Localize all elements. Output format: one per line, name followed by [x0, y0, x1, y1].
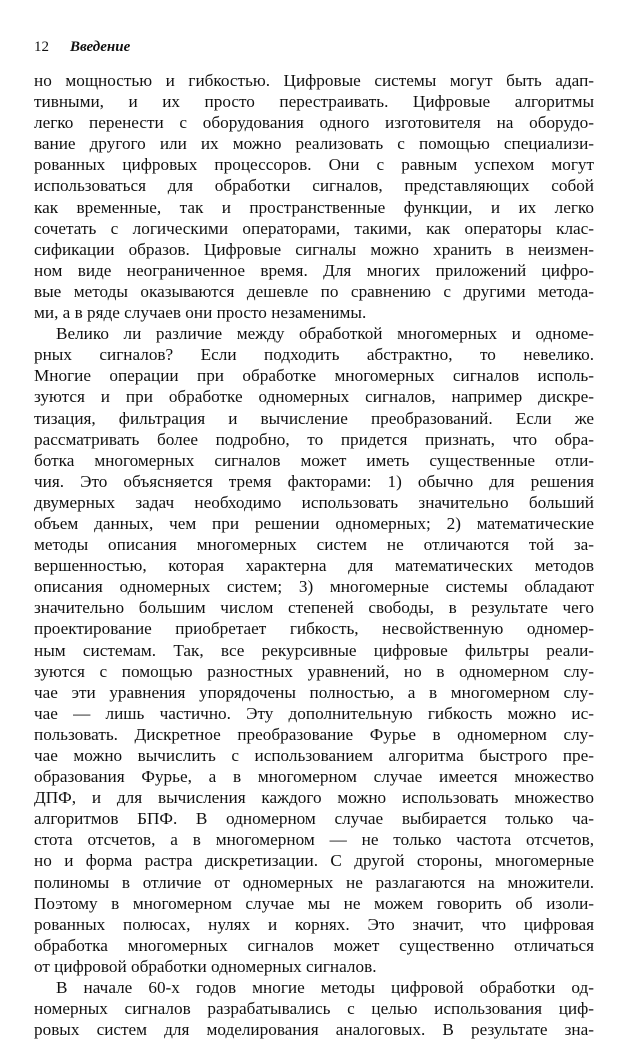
- section-title: Введение: [70, 39, 131, 55]
- text-line: рассматривать более подробно, то придется признать, что обра-: [34, 429, 594, 449]
- text-line: Поэтому в многомерном случае мы не можем говорить об изоли-: [34, 893, 594, 913]
- text-line: Велико ли различие между обработкой многомерных и одноме-: [56, 324, 594, 344]
- text-line: чае — лишь частично. Эту дополнительную гибкость можно ис-: [34, 703, 594, 723]
- text-line: рных сигналов? Если подходить абстрактно, то невелико.: [34, 345, 594, 365]
- text-line: чае эти уравнения упорядочены полностью, а в многомерном слу-: [34, 682, 594, 702]
- text-line: от цифровой обработки одномерных сигналов.: [34, 956, 377, 976]
- text-line: ном виде неограниченное время. Для многих приложений цифро-: [34, 260, 594, 280]
- text-line: В начале 60-х годов многие методы цифровой обработки од-: [56, 978, 594, 998]
- text-line: но и форма растра дискретизации. С другой стороны, многомерные: [34, 851, 594, 871]
- text-line: образования Фурье, а в многомерном случае имеется множество: [34, 767, 594, 787]
- text-line: рованных полюсах, нулях и корнях. Это значит, что цифровая: [34, 914, 594, 934]
- text-line: использоваться для обработки сигналов, представляющих собой: [34, 176, 594, 196]
- body-text: [34, 70, 594, 1040]
- text-line: проектирование приобретает гибкость, несвойственную одномер-: [34, 619, 594, 639]
- text-line: алгоритмов БПФ. В одномерном случае выбирается только ча-: [34, 809, 594, 829]
- text-line: легко перенести с оборудования одного изготовителя на оборудо-: [34, 113, 594, 133]
- text-line: номерных сигналов разрабатывались с целью использования циф-: [34, 999, 594, 1019]
- text-line: сочетать с логическими операторами, такими, как операторы клас-: [34, 218, 594, 238]
- page-number: 12: [34, 39, 49, 55]
- text-line: тивными, и их просто перестраивать. Цифровые алгоритмы: [34, 92, 594, 112]
- text-line: Многие операции при обработке многомерных сигналов исполь-: [34, 366, 594, 386]
- text-line: обработка многомерных сигналов может существенно отличаться: [34, 935, 594, 955]
- text-line: пользовать. Дискретное преобразование Фурье в одномерном слу-: [34, 724, 594, 744]
- text-line: зуются и при обработке одномерных сигналов, например дискре-: [34, 387, 594, 407]
- text-line: ми, а в ряде случаев они просто незаменимы.: [34, 303, 367, 323]
- text-line: ровых систем для моделирования аналоговых. В результате зна-: [34, 1020, 594, 1040]
- text-line: рованных цифровых процессоров. Они с равным успехом могут: [34, 155, 594, 175]
- text-line: чае можно вычислить с использованием алгоритма быстрого пре-: [34, 746, 594, 765]
- text-line: сификации образов. Цифровые сигналы можно хранить в неизмен-: [34, 239, 594, 259]
- text-line: двумерных задач необходимо использовать значительно больший: [34, 492, 594, 512]
- text-line: вершенностью, которая характерна для математических методов: [34, 556, 594, 576]
- text-line: ботка многомерных сигналов может иметь существенные отли-: [34, 450, 594, 470]
- text-line: ДПФ, и для вычисления каждого можно использовать множество: [34, 788, 594, 808]
- text-line: тизация, фильтрация и вычисление преобразований. Если же: [34, 408, 594, 428]
- text-line: объем данных, чем при решении одномерных; 2) математические: [34, 513, 594, 533]
- text-line: стота отсчетов, а в многомерном — не только частота отсчетов,: [34, 830, 594, 850]
- text-line: как временные, так и пространственные функции, и их легко: [34, 197, 594, 217]
- text-line: вые методы оказываются дешевле по сравнению с другими метода-: [34, 281, 594, 301]
- text-line: чия. Это объясняется тремя факторами: 1) обычно для решения: [34, 471, 594, 491]
- text-line: методы описания многомерных систем не отличаются той за-: [34, 535, 594, 555]
- text-line: значительно большим числом степеней свободы, в результате чего: [34, 598, 594, 618]
- text-line: ным системам. Так, все рекурсивные цифровые фильтры реали-: [34, 640, 594, 660]
- text-line: описания одномерных систем; 3) многомерные системы обладают: [34, 577, 594, 597]
- text-line: зуются с помощью разностных уравнений, но в одномерном слу-: [34, 661, 594, 681]
- text-line: полиномы в отличие от одномерных не разлагаются на множители.: [34, 872, 594, 892]
- text-line: но мощностью и гибкостью. Цифровые системы могут быть адап-: [34, 71, 594, 90]
- running-head: [34, 38, 130, 56]
- text-line: вание другого или их можно реализовать с помощью специализи-: [34, 134, 594, 154]
